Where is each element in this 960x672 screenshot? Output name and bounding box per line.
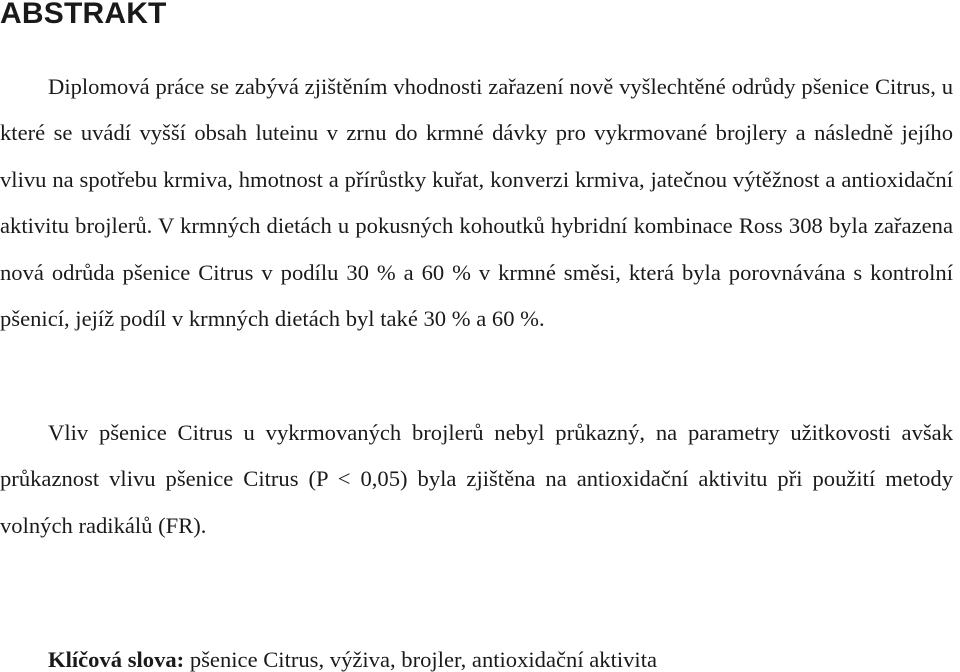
keywords-line [48, 637, 657, 672]
page-title: ABSTRAKT [0, 0, 167, 30]
keywords-text: pšenice Citrus, výživa, brojler, antioxidační aktivita [189, 647, 657, 672]
abstract-paragraph-1: Diplomová práce se zabývá zjištěním vhodnosti zařazení nově vyšlechtěné odrůdy pšenice Citrus, u které se uvádí vyšší obsah luteinu v zrnu do krmné dávky pro vykrmované brojlery a následně jejího vlivu na spotřebu krmiva, hmotnost a přírůstky kuřat, konverzi krmiva, jatečnou výtěžnost a antioxidační aktivitu brojlerů. V krmných dietách u pokusných kohoutků hybridní kombinace Ross 308 byla zařazena nová odrůda pšenice Citrus v podílu 30 % a 60 % v krmné směsi, která byla porovnávána s kontrolní pšenicí, jejíž podíl v krmných dietách byl také 30 % a 60 %. [0, 74, 953, 332]
keywords-label: Klíčová slova: [48, 647, 185, 672]
abstract-paragraph-2: Vliv pšenice Citrus u vykrmovaných brojlerů nebyl průkazný, na parametry užitkovosti avšak průkaznost vlivu pšenice Citrus (P < 0,05) byla zjištěna na antioxidační aktivitu při použití metody volných radikálů (FR). [0, 420, 953, 538]
